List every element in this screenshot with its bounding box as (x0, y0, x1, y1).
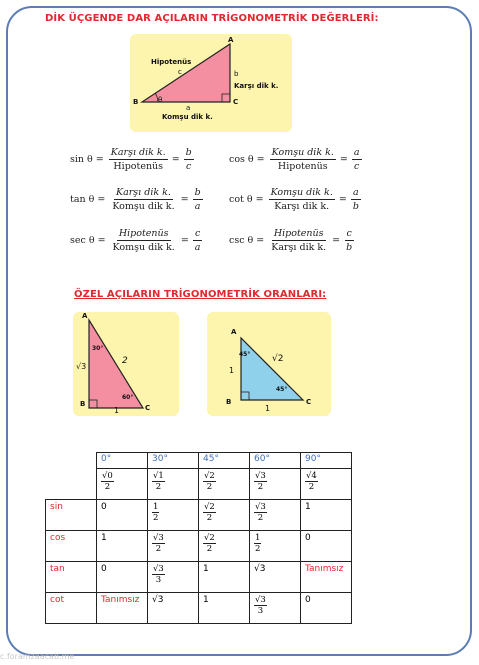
tri45-B: B (226, 398, 232, 406)
tri30-B: B (80, 400, 86, 408)
formula-den: Komşu dik k. (112, 242, 175, 253)
cell-numerator: √2 (204, 471, 215, 481)
formula-num-short: b (194, 187, 201, 198)
table-header-frac-cell (301, 469, 352, 500)
cell-numerator: √3 (153, 564, 164, 574)
cell-numerator: 1 (153, 502, 159, 512)
cell-value: Tanımsız (101, 595, 140, 605)
formula-lhs: sin θ = (70, 154, 104, 165)
table-header-cell: 45° (199, 453, 250, 469)
watermark: c.foramzaacab.me (0, 652, 75, 661)
cell-value: 0 (305, 595, 311, 605)
table-header-frac-cell (97, 469, 148, 500)
label-B: B (133, 98, 139, 106)
cell-numerator: √3 (255, 595, 266, 605)
tri30-A: A (82, 312, 88, 320)
cell-denominator: 3 (257, 606, 264, 616)
special-angles-title: ÖZEL AÇILARIN TRİGONOMETRİK ORANLARI: (74, 289, 327, 300)
cell-denominator: 2 (155, 544, 162, 554)
table-cell (250, 531, 301, 562)
cell-numerator: √2 (204, 502, 215, 512)
table-cell (199, 500, 250, 531)
formula-lhs: sec θ = (70, 235, 106, 246)
table-cell (97, 593, 148, 624)
label-c: c (178, 68, 182, 76)
formula-num: Komşu dik k. (271, 147, 334, 158)
table-row (46, 500, 352, 531)
cell-denominator: 2 (206, 482, 213, 492)
special-angles-table (45, 452, 352, 624)
formula-sin: sin θ = $\frac{\text{Karşı dik k.}}{\text{Hipotenüs}}$ = $\frac{b}{c}$ (70, 147, 192, 172)
cell-value: 1 (203, 564, 209, 574)
cell-value: Tanımsız (305, 564, 344, 574)
table-row (46, 531, 352, 562)
label-A: A (228, 36, 234, 44)
label-theta: θ (158, 96, 163, 104)
tri45-hyp: √2 (272, 354, 284, 364)
table-header-frac-cell (148, 469, 199, 500)
formula-num: Karşı dik k. (116, 187, 171, 198)
cell-value: √3 (254, 564, 266, 574)
table-cell (301, 500, 352, 531)
formula-den: Hipotenüs (113, 161, 164, 172)
cell-numerator: √3 (255, 471, 266, 481)
formula-lhs: tan θ = (70, 194, 106, 205)
table-cell (148, 562, 199, 593)
formula-num: Karşı dik k. (110, 147, 166, 158)
formula-num-short: a (353, 147, 360, 158)
formula-num-short: a (353, 187, 359, 198)
main-title: DİK ÜÇGENDE DAR AÇILARIN TRİGONOMETRİK DEĞERLERİ: (45, 13, 379, 24)
label-opposite: Karşı dik k. (234, 82, 279, 90)
table-cell (301, 531, 352, 562)
formula-num-short: b (185, 147, 192, 158)
formula-num-short: c (194, 228, 201, 239)
table-cell (199, 593, 250, 624)
cell-denominator: 2 (206, 513, 213, 523)
table-cell (250, 562, 301, 593)
formula-lhs: cos θ = (229, 154, 265, 165)
tri45-bottom: 1 (265, 404, 271, 413)
cell-numerator: √1 (153, 471, 164, 481)
tri30-angle-a: 30° (92, 345, 104, 352)
tri-45 (241, 338, 303, 400)
formula-den-short: a (194, 242, 201, 253)
table-header-cell: 60° (250, 453, 301, 469)
cell-denominator: 2 (104, 482, 111, 492)
label-b: b (234, 70, 239, 78)
formula-tan: tan θ = $\frac{\text{Karşı dik k.}}{\text{Komşu dik k.}}$ = $\frac{b}{a}$ (70, 187, 201, 212)
cell-value: 0 (101, 564, 107, 574)
label-a: a (186, 104, 191, 112)
cell-denominator: 2 (255, 544, 261, 554)
formula-num: Hipotenüs (118, 228, 169, 239)
table-cell (148, 593, 199, 624)
formula-den-short: a (194, 201, 201, 212)
cell-value: 0 (305, 533, 311, 543)
tri-30-60 (89, 320, 143, 408)
formula-cos: cos θ = $\frac{\text{Komşu dik k.}}{\text{Hipotenüs}}$ = $\frac{a}{c}$ (229, 147, 360, 172)
formula-den-short: c (186, 161, 192, 172)
cell-value: 1 (305, 502, 311, 512)
cell-denominator: 2 (308, 482, 315, 492)
formula-num: Komşu dik k. (270, 187, 333, 198)
formula-den: Hipotenüs (277, 161, 328, 172)
formula-den-short: b (346, 242, 353, 253)
formula-lhs: cot θ = (229, 194, 264, 205)
cell-value: 1 (101, 533, 107, 543)
tri30-bottom: 1 (114, 406, 120, 415)
tri45-A: A (231, 328, 237, 336)
cell-denominator: 2 (153, 513, 159, 523)
label-hypotenuse: Hipotenüs (151, 58, 192, 66)
table-cell (250, 593, 301, 624)
table-cell (301, 593, 352, 624)
table-header-frac-cell (199, 469, 250, 500)
cell-denominator: 3 (155, 575, 162, 585)
table-row (46, 562, 352, 593)
tri30-hyp: 2 (122, 356, 128, 366)
formula-den-short: c (354, 161, 360, 172)
table-cell (199, 531, 250, 562)
label-adjacent: Komşu dik k. (162, 113, 213, 121)
cell-denominator: 2 (206, 544, 213, 554)
formula-den-short: b (352, 201, 359, 212)
table-row-label: tan (46, 562, 97, 593)
table-cell (97, 562, 148, 593)
table-header-cell: 30° (148, 453, 199, 469)
cell-numerator: √4 (306, 471, 317, 481)
tri30-left: √3 (76, 362, 87, 371)
table-row-label: cos (46, 531, 97, 562)
formula-cot: cot θ = $\frac{\text{Komşu dik k.}}{\text{Karşı dik k.}}$ = $\frac{a}{b}$ (229, 187, 359, 212)
cell-numerator: √2 (204, 533, 215, 543)
formula-num: Hipotenüs (273, 228, 324, 239)
table-header-frac-cell (250, 469, 301, 500)
cell-numerator: √0 (102, 471, 113, 481)
formula-den: Karşı dik k. (274, 201, 330, 212)
cell-numerator: 1 (255, 533, 261, 543)
tri45-angle-a: 45° (239, 351, 251, 358)
formula-sec: sec θ = $\frac{\text{Hipotenüs}}{\text{Komşu dik k.}}$ = $\frac{c}{a}$ (70, 228, 201, 253)
formula-csc: csc θ = $\frac{\text{Hipotenüs}}{\text{Karşı dik k.}}$ = $\frac{c}{b}$ (229, 228, 353, 253)
cell-numerator: √3 (153, 533, 164, 543)
table-cell (97, 500, 148, 531)
table-header-cell: 0° (97, 453, 148, 469)
table-cell (301, 562, 352, 593)
table-row-label: cot (46, 593, 97, 624)
formula-den: Komşu dik k. (112, 201, 175, 212)
table-cell (148, 531, 199, 562)
table-row-label: sin (46, 500, 97, 531)
tri45-angle-c: 45° (276, 386, 288, 393)
tri45-C: C (306, 398, 312, 406)
cell-numerator: √3 (255, 502, 266, 512)
label-C: C (233, 98, 239, 106)
table-row (46, 593, 352, 624)
table-cell (97, 531, 148, 562)
table-cell (250, 500, 301, 531)
table-cell (148, 500, 199, 531)
table-header-cell: 90° (301, 453, 352, 469)
formula-lhs: csc θ = (229, 235, 265, 246)
cell-denominator: 2 (257, 482, 264, 492)
tri30-C: C (145, 404, 151, 412)
cell-value: 1 (203, 595, 209, 605)
table-cell (199, 562, 250, 593)
formula-den: Karşı dik k. (271, 242, 327, 253)
cell-denominator: 2 (257, 513, 264, 523)
tri30-angle-c: 60° (122, 394, 134, 401)
cell-denominator: 2 (155, 482, 162, 492)
cell-value: 0 (101, 502, 107, 512)
formula-num-short: c (346, 228, 352, 239)
tri45-left: 1 (229, 366, 235, 375)
cell-value: √3 (152, 595, 164, 605)
